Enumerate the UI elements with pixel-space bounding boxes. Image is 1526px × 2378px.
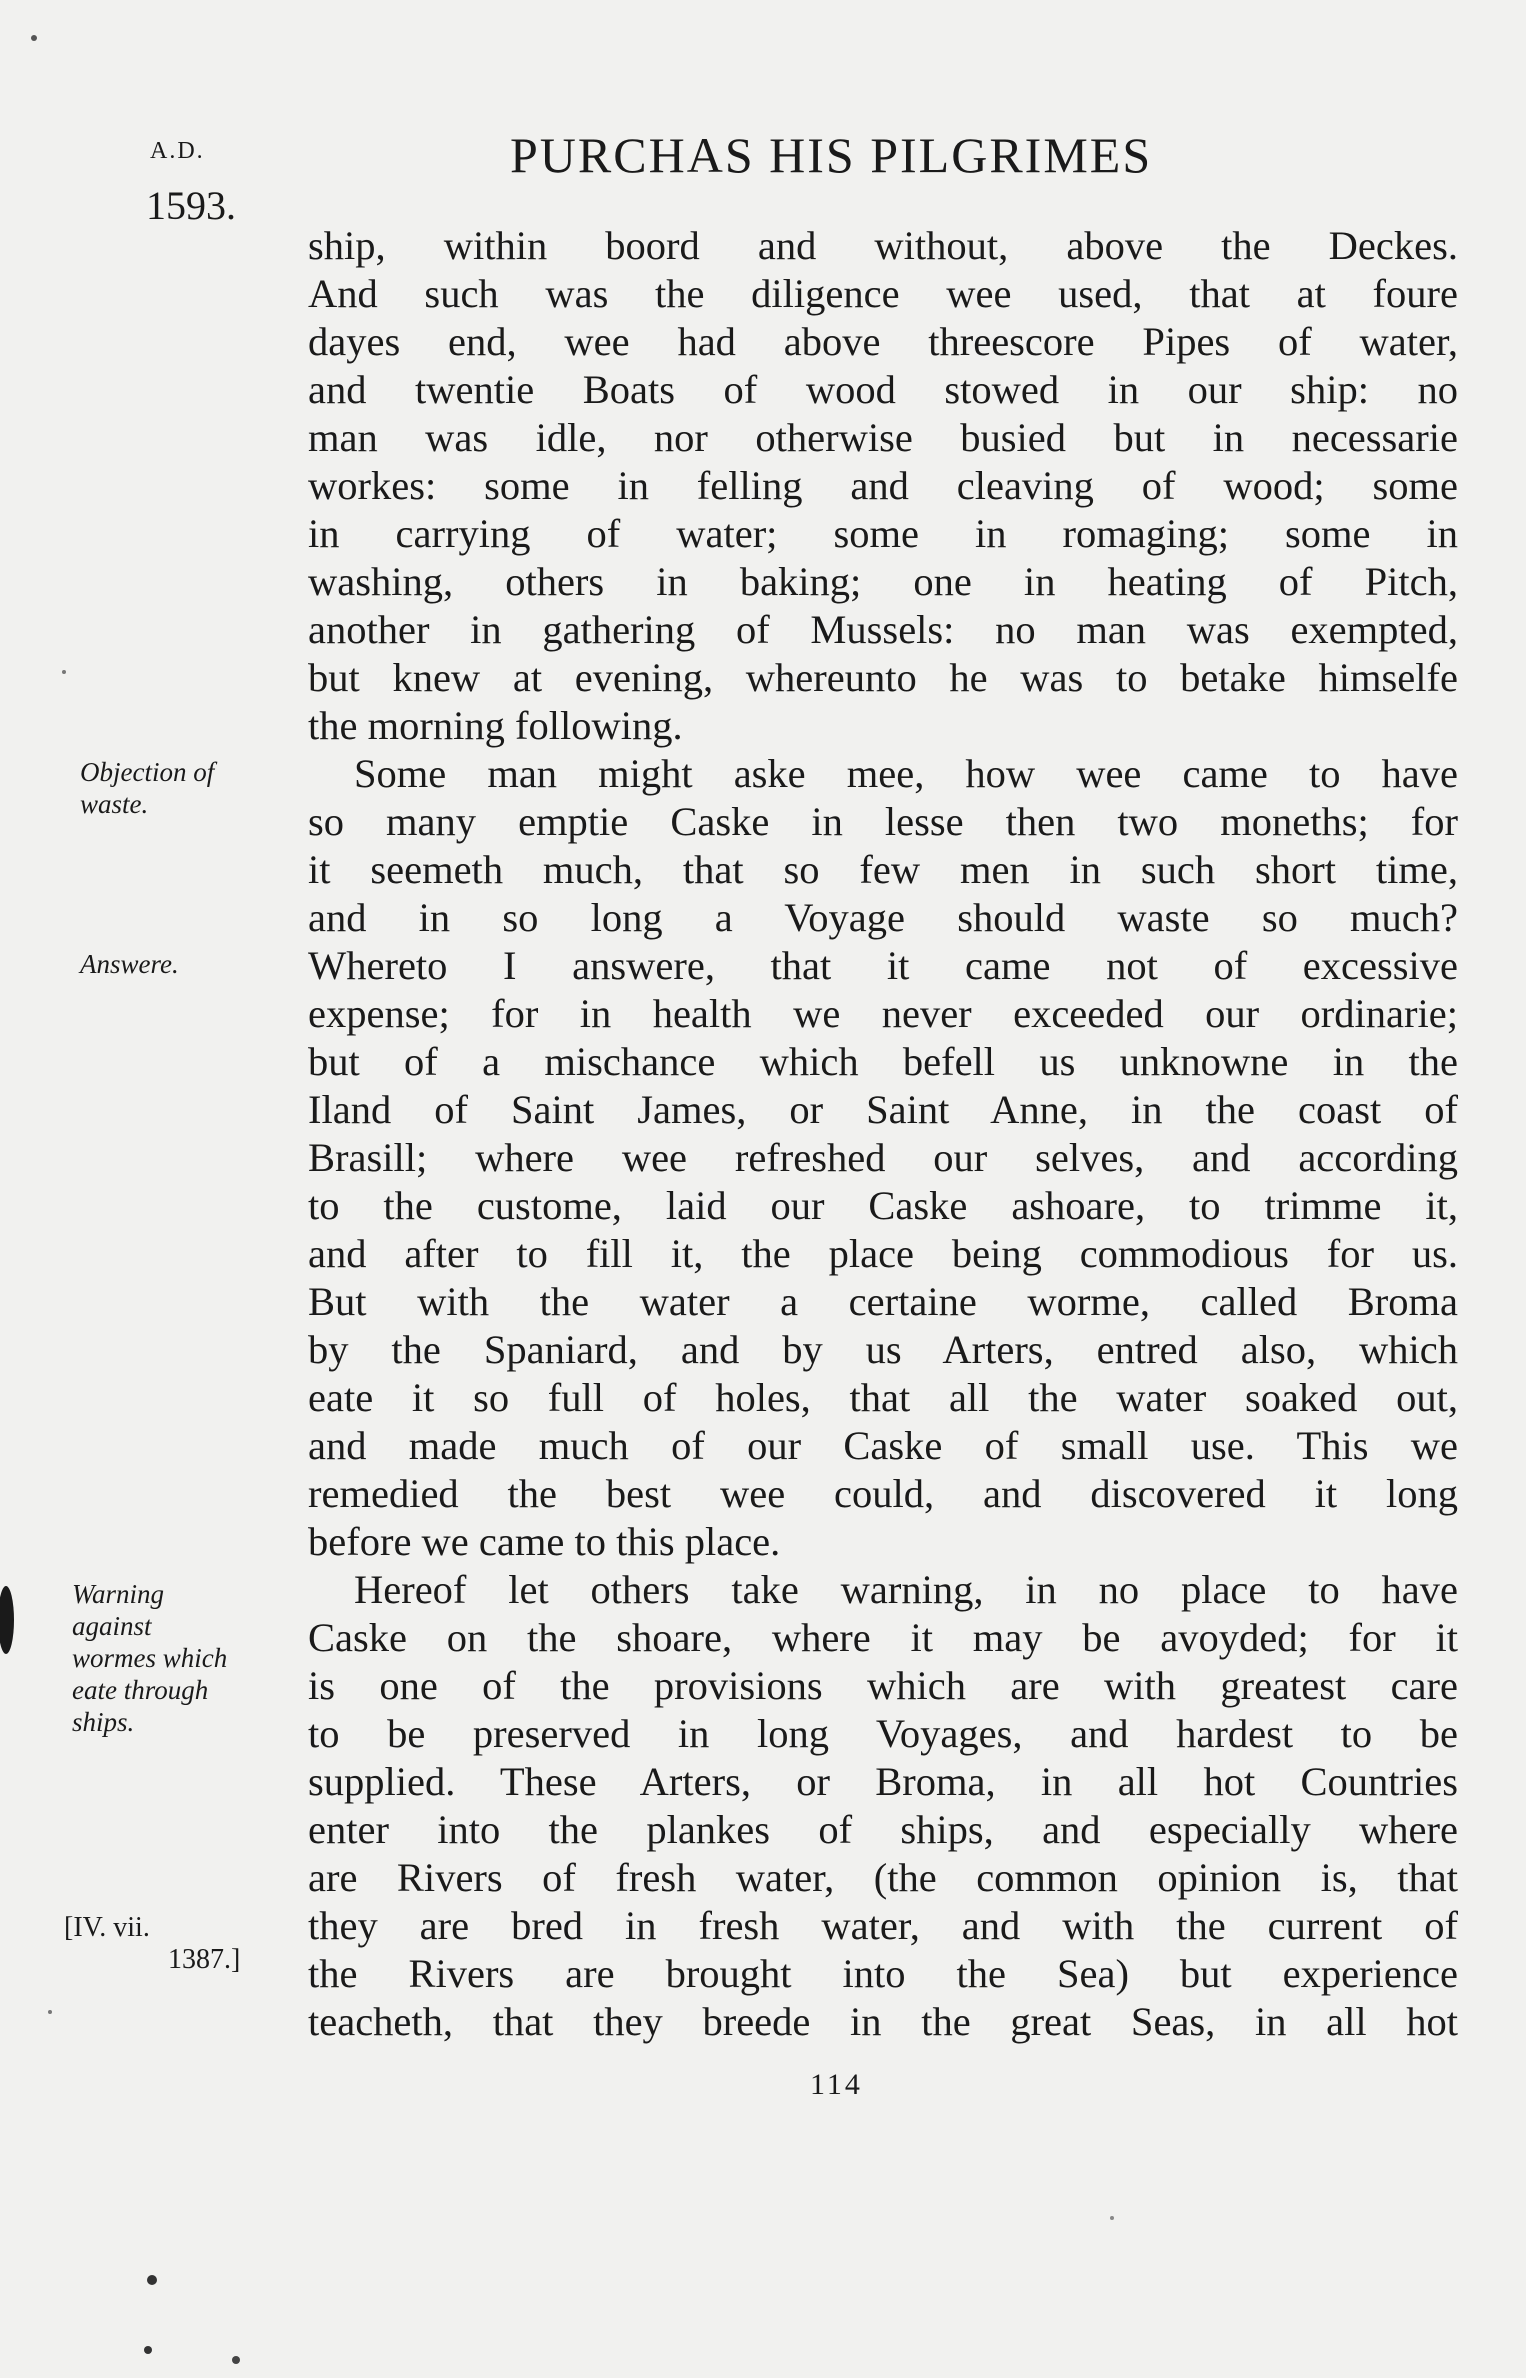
margin-note-line: ships. — [72, 1707, 135, 1737]
text-line: Some man might aske mee, how wee came to have — [354, 751, 1458, 796]
text-line: Whereto I answere, that it came not of excessive — [308, 943, 1458, 988]
text-line: Hereof let others take warning, in no place to have — [354, 1567, 1458, 1612]
text-line: And such was the diligence wee used, that at foure — [308, 271, 1458, 316]
margin-note-line: [IV. vii. — [64, 1912, 150, 1943]
text-line: workes: some in felling and cleaving of wood; some — [308, 463, 1458, 508]
year-label: A.D. — [150, 138, 205, 164]
text-line: so many emptie Caske in lesse then two moneths; for — [308, 799, 1458, 844]
text-line: man was idle, nor otherwise busied but in necessarie — [308, 415, 1458, 460]
text-line: the morning following. — [308, 703, 683, 748]
text-line: to the custome, laid our Caske ashoare, to trimme it, — [308, 1183, 1458, 1228]
running-title: PURCHAS HIS PILGRIMES — [510, 127, 1153, 183]
text-line: and twentie Boats of wood stowed in our ship: no — [308, 367, 1458, 412]
margin-note-line: Answere. — [80, 949, 179, 979]
speck — [147, 2275, 157, 2285]
speck — [48, 2010, 52, 2014]
text-line: But with the water a certaine worme, called Broma — [308, 1279, 1458, 1324]
text-line: in carrying of water; some in romaging; some in — [308, 511, 1458, 556]
text-line: they are bred in fresh water, and with the current of — [308, 1903, 1458, 1948]
speck — [232, 2356, 240, 2364]
text-line: are Rivers of fresh water, (the common opinion is, that — [308, 1855, 1458, 1900]
margin-note-line: against — [72, 1611, 152, 1641]
year-value: 1593. — [146, 183, 236, 228]
text-line: by the Spaniard, and by us Arters, entred also, which — [308, 1327, 1458, 1372]
text-line: it seemeth much, that so few men in such short time, — [308, 847, 1458, 892]
margin-note-line: eate through — [72, 1675, 209, 1705]
text-line: supplied. These Arters, or Broma, in all hot Countries — [308, 1759, 1458, 1804]
text-line: to be preserved in long Voyages, and hardest to be — [308, 1711, 1458, 1756]
margin-note-line: Warning — [72, 1579, 165, 1609]
edge-blot — [0, 1586, 14, 1654]
speck — [1110, 2216, 1114, 2220]
text-line: washing, others in baking; one in heating of Pitch, — [308, 559, 1458, 604]
text-line: but knew at evening, whereunto he was to betake himselfe — [308, 655, 1458, 700]
margin-note-line: 1387.] — [168, 1944, 241, 1975]
body-text — [308, 222, 1458, 2046]
text-line: dayes end, wee had above threescore Pipes of water, — [308, 319, 1458, 364]
text-line: eate it so full of holes, that all the water soaked out, — [308, 1375, 1458, 1420]
text-line: ship, within boord and without, above the Deckes. — [308, 223, 1458, 268]
text-line: is one of the provisions which are with greatest care — [308, 1663, 1458, 1708]
text-line: before we came to this place. — [308, 1519, 781, 1564]
margin-note-reference — [64, 1912, 240, 1976]
text-line: Caske on the shoare, where it may be avoyded; for it — [308, 1615, 1458, 1660]
text-line: and made much of our Caske of small use. This we — [308, 1423, 1458, 1468]
text-line: Iland of Saint James, or Saint Anne, in the coast of — [308, 1087, 1458, 1132]
speck — [31, 35, 37, 41]
margin-note-line: Objection of — [80, 757, 215, 787]
text-line: another in gathering of Mussels: no man was exempted, — [308, 607, 1458, 652]
text-line: enter into the plankes of ships, and especially where — [308, 1807, 1458, 1852]
text-line: Brasill; where wee refreshed our selves, and according — [308, 1135, 1458, 1180]
margin-note-warning — [72, 1578, 227, 1738]
text-line: expense; for in health we never exceeded our ordinarie; — [308, 991, 1458, 1036]
text-line: teacheth, that they breede in the great Seas, in all hot — [308, 1999, 1458, 2044]
text-line: and after to fill it, the place being commodious for us. — [308, 1231, 1458, 1276]
margin-note-line: wormes which — [72, 1643, 228, 1673]
text-line: the Rivers are brought into the Sea) but experience — [308, 1951, 1458, 1996]
speck — [144, 2346, 152, 2354]
margin-note-line: waste. — [80, 789, 149, 819]
page-number: 114 — [810, 2068, 863, 2101]
margin-note-answere — [80, 948, 179, 980]
text-line: and in so long a Voyage should waste so much? — [308, 895, 1458, 940]
speck — [62, 670, 66, 674]
text-line: remedied the best wee could, and discovered it long — [308, 1471, 1458, 1516]
margin-note-objection — [80, 756, 214, 820]
text-line: but of a mischance which befell us unknowne in the — [308, 1039, 1458, 1084]
